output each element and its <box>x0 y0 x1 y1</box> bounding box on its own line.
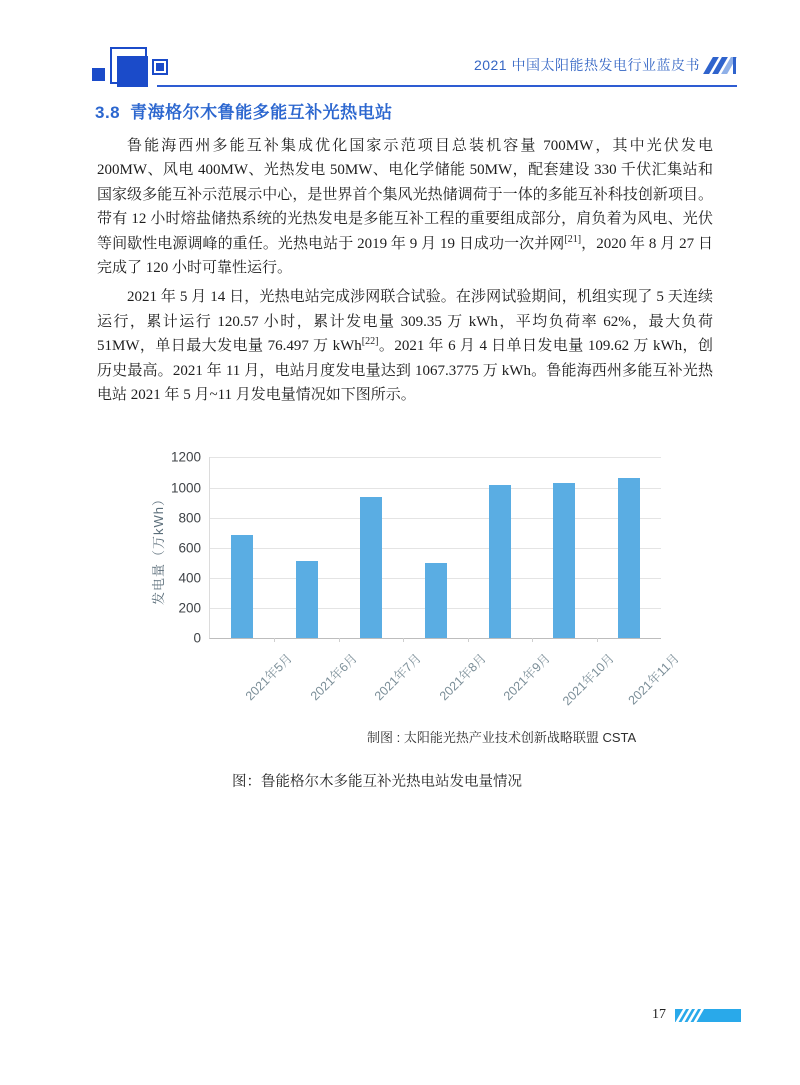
x-tick-label: 2021年7月 <box>371 651 425 704</box>
bar-2021年10月 <box>553 483 575 638</box>
chart-plot-region <box>137 449 697 646</box>
gridline <box>210 518 661 519</box>
section-heading <box>95 98 713 123</box>
footnote-ref-21: [21] <box>564 233 582 245</box>
gridline <box>210 457 661 458</box>
page-footer <box>652 1007 741 1023</box>
page-content <box>97 98 713 791</box>
y-axis-ticks <box>137 449 207 646</box>
y-tick-label: 600 <box>178 540 201 556</box>
x-tick-label: 2021年11月 <box>625 651 682 709</box>
paragraph-2 <box>97 285 713 407</box>
y-axis-label: 发电量（万kWh） <box>151 492 167 606</box>
y-tick-label: 1200 <box>170 449 201 465</box>
generation-bar-chart <box>97 449 713 791</box>
y-tick-label: 800 <box>178 510 201 526</box>
gridline <box>210 488 661 489</box>
logo-square-solid-icon <box>117 56 148 87</box>
figure-caption: 图：鲁能格尔木多能互补光热电站发电量情况 <box>232 774 522 791</box>
bar-2021年8月 <box>425 563 447 638</box>
paragraph-1-text-cont: ，2020 年 8 月 27 日完成了 120 小时可靠性运行。 <box>97 235 713 277</box>
logo-square-small-icon <box>92 68 105 81</box>
x-tick-label: 2021年6月 <box>307 651 360 704</box>
paragraph-2-text: 2021 年 5 月 14 日，光热电站完成涉网联合试验。在涉网试验期间，机组实现了 5 天连续运行，累计运行 120.57 小时，累计发电量 309.35 万 kWh，平均负荷率 62%，最大负荷 51MW，单日最大发电量 76.497 万 kWh <box>97 289 713 355</box>
bluebook-logo <box>92 47 172 89</box>
y-tick-label: 0 <box>193 630 201 646</box>
logo-square-right-icon <box>152 59 168 75</box>
bar-2021年5月 <box>231 535 253 638</box>
y-tick-label: 200 <box>178 600 201 616</box>
section-title: 青海格尔木鲁能多能互补光热电站 <box>130 103 393 122</box>
paragraph-2-text-cont: 。2021 年 6 月 4 日单日发电量 109.62 万 kWh，创历史最高。2021 年 11 月，电站月度发电量达到 1067.3775 万 kWh。鲁能海西州多能互补光热电站 2021 年 5 月~11 月发电量情况如下图所示。 <box>97 338 713 404</box>
footer-bar-icon <box>675 1009 741 1022</box>
page-number: 17 <box>652 1007 666 1022</box>
y-tick-label: 1000 <box>170 480 201 496</box>
gridline <box>210 548 661 549</box>
x-axis-labels <box>209 639 682 725</box>
paragraph-1-text: 鲁能海西州多能互补集成优化国家示范项目总装机容量 700MW，其中光伏发电 200MW、风电 400MW、光热发电 50MW、电化学储能 50MW，配套建设 330 千伏汇集站和国家级多能互补示范展示中心，是世界首个集风光热储调荷于一体的多能互补科技创新项目。带有 12 小时熔盐储热系统的光热发电是多能互补工程的重要组成部分，肩负着为风电、光伏等间歇性电源调峰的重任。光热电站于 2019 年 9 月 19 日成功一次并网 <box>97 138 713 252</box>
bar-2021年11月 <box>618 478 640 639</box>
slashes-icon <box>706 57 738 74</box>
bar-2021年7月 <box>360 497 382 638</box>
section-number: 3.8 <box>95 103 121 122</box>
chart-source-note: 制图 : 太阳能光热产业技术创新战略联盟 CSTA <box>367 730 637 746</box>
x-tick-label: 2021年9月 <box>500 651 553 704</box>
header-title: 2021 中国太阳能热发电行业蓝皮书 <box>473 57 700 73</box>
header-divider <box>157 85 737 87</box>
y-tick-label: 400 <box>178 570 201 586</box>
plot-area <box>209 457 661 639</box>
x-tick-label: 2021年10月 <box>560 651 618 709</box>
bar-2021年6月 <box>296 561 318 639</box>
footnote-ref-22: [22] <box>361 336 379 348</box>
x-tick-label: 2021年5月 <box>243 651 296 704</box>
x-tick-label: 2021年8月 <box>436 651 489 704</box>
bar-2021年9月 <box>489 485 511 638</box>
paragraph-1 <box>97 134 713 280</box>
